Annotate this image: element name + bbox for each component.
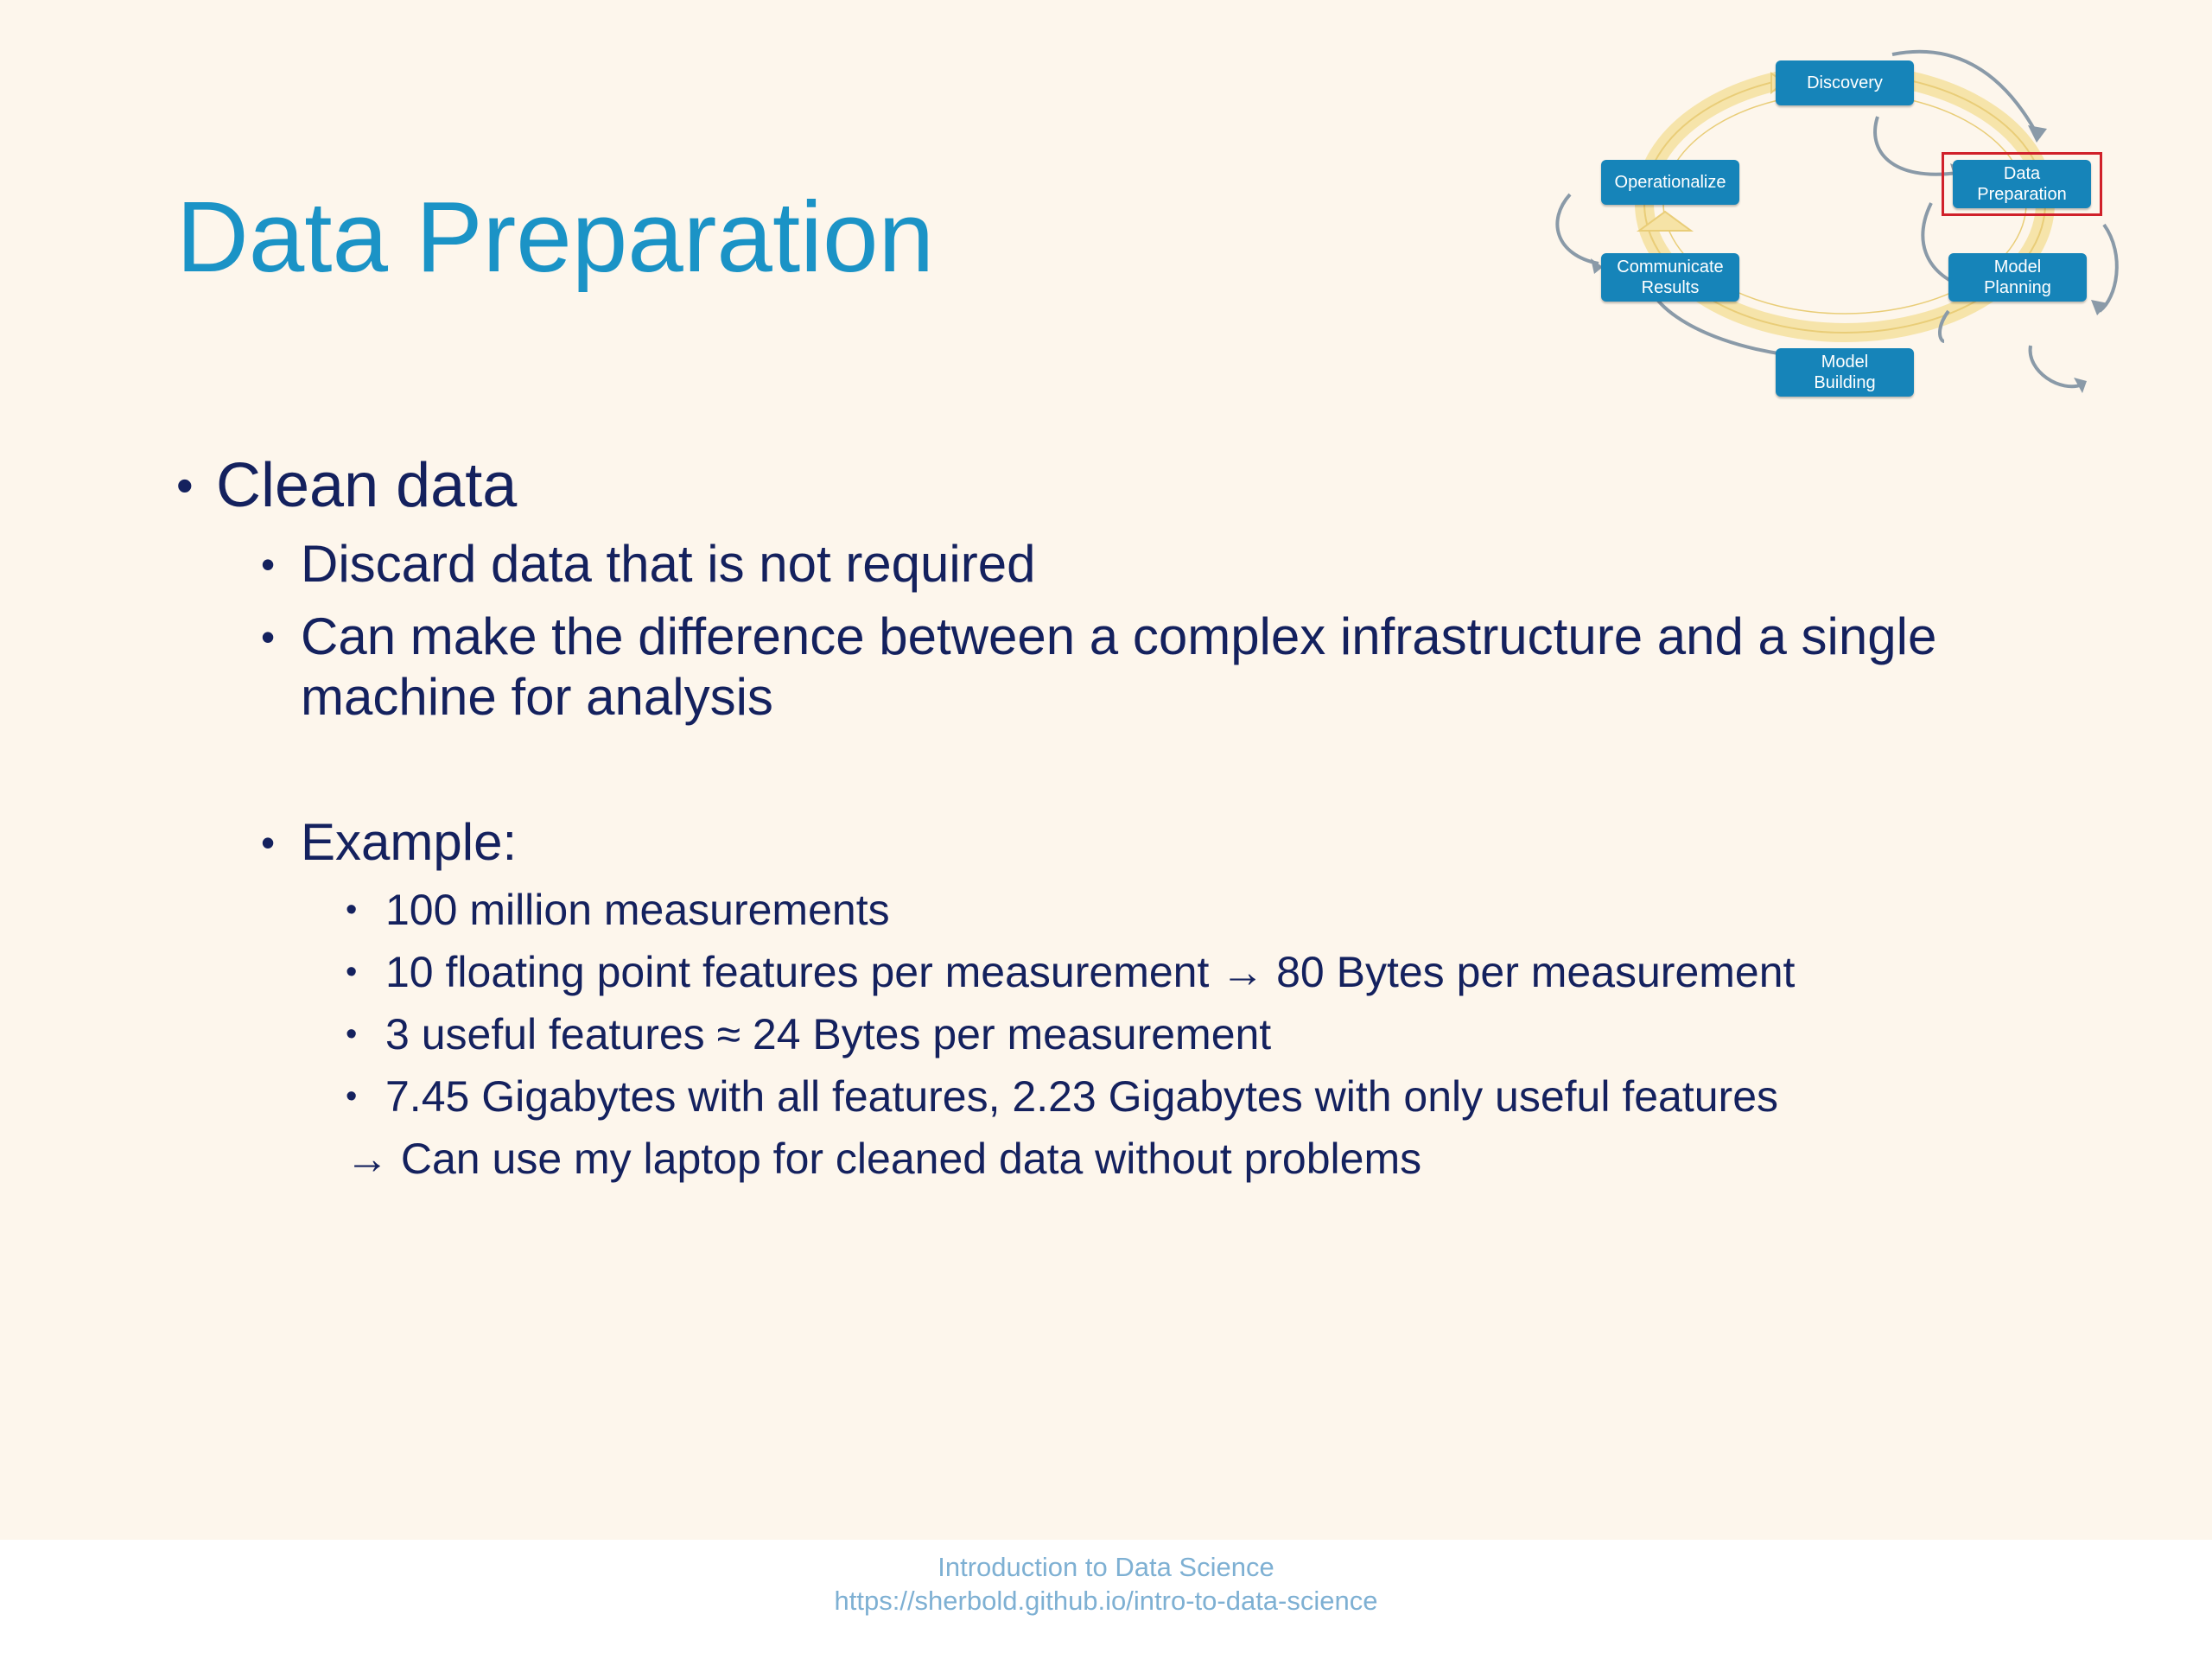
bullet-example-3 [346, 1009, 2060, 1059]
bullet-marker: • [346, 954, 358, 990]
bullet-marker: • [261, 820, 276, 865]
bullet-difference [261, 607, 1994, 728]
bullet-text: Discard data that is not required [301, 535, 1036, 593]
bullet-text: Clean data [216, 451, 518, 520]
bullet-text: 3 useful features ≈ 24 Bytes per measurement [385, 1010, 1272, 1058]
slide-body [176, 449, 2060, 1184]
bullet-example-2 [346, 947, 2060, 997]
bullet-text: 10 floating point features per measurement → 80 Bytes per measurement [385, 948, 1796, 996]
slide-title: Data Preparation [176, 181, 934, 293]
bullet-marker: • [346, 1016, 358, 1052]
bullet-discard [261, 534, 2060, 594]
phase-communicate-results: Communicate Results [1601, 253, 1739, 302]
phase-discovery: Discovery [1776, 60, 1914, 105]
current-phase-highlight [1942, 152, 2102, 216]
bullet-example [261, 812, 2060, 873]
bullet-example-1 [346, 885, 2060, 935]
bullet-marker: • [261, 614, 276, 659]
conclusion-line: → Can use my laptop for cleaned data without problems [346, 1135, 1422, 1183]
bullet-example-4 [346, 1071, 2060, 1122]
bullet-marker: • [261, 542, 276, 587]
bullet-marker: • [176, 458, 194, 512]
bullet-clean-data [176, 449, 2060, 522]
bullet-text: 100 million measurements [385, 886, 890, 934]
phase-data-preparation: Data Preparation [1953, 160, 2091, 208]
footer [0, 1540, 2212, 1659]
phase-operationalize: Operationalize [1601, 160, 1739, 205]
lifecycle-diagram [1551, 39, 2130, 410]
bullet-marker: • [346, 892, 358, 928]
bullet-text: Example: [301, 813, 518, 871]
phase-model-building: Model Building [1776, 348, 1914, 397]
bullet-text: 7.45 Gigabytes with all features, 2.23 Gigabytes with only useful features [385, 1072, 1779, 1121]
bullet-text: Can make the difference between a complex infrastructure and a single machine for analysis [301, 607, 1937, 726]
footer-url: https://sherbold.github.io/intro-to-data-science [834, 1586, 1378, 1616]
footer-course: Introduction to Data Science [938, 1552, 1274, 1582]
bullet-marker: • [346, 1078, 358, 1115]
phase-model-planning: Model Planning [1948, 253, 2087, 302]
